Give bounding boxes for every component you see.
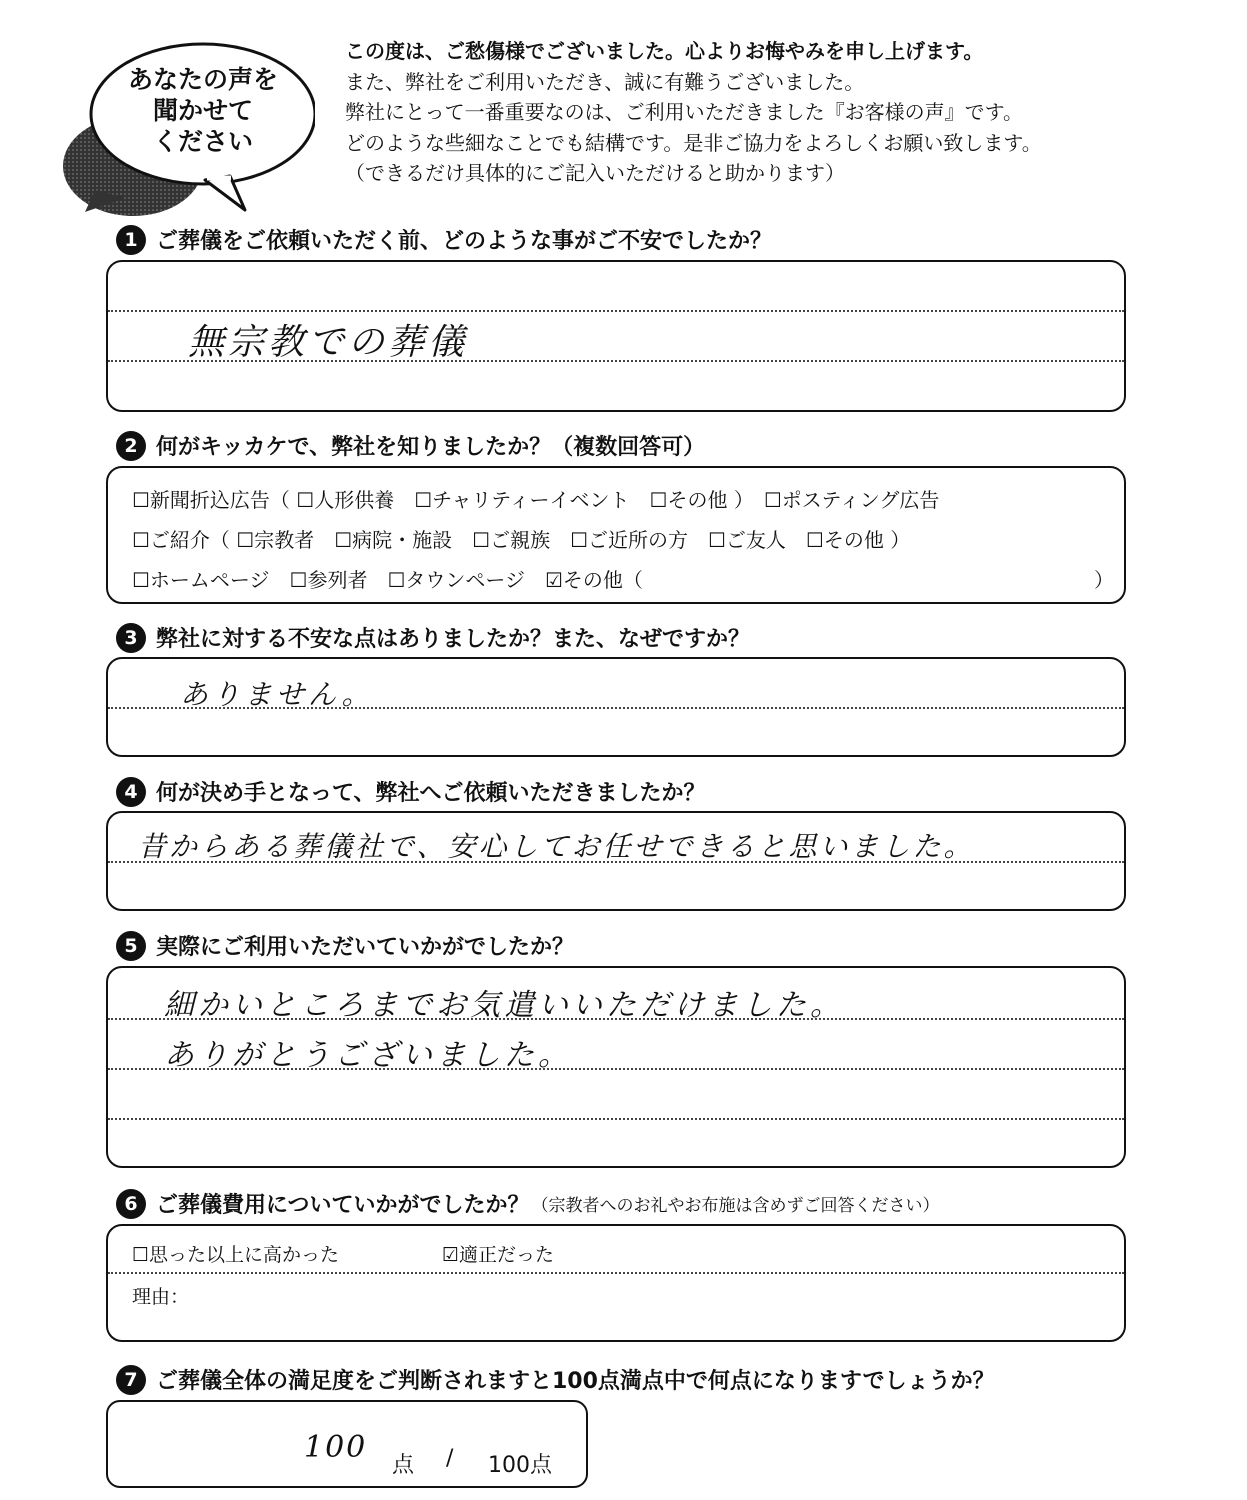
intro-line: （できるだけ具体的にご記入いただけると助かります） (345, 161, 845, 185)
question-5 (116, 930, 574, 961)
question-6 (116, 1188, 940, 1219)
score-max: 100点 (488, 1453, 552, 1478)
answer-box-3[interactable] (106, 657, 1126, 757)
dotted-line (108, 1272, 1124, 1274)
answer-box-1[interactable] (106, 260, 1126, 412)
score-unit: 点 (392, 1453, 415, 1478)
question-number: 3 (116, 623, 146, 653)
handwritten-answer: 昔からある葬儀社で、安心してお任せできると思いました。 (138, 830, 975, 863)
intro-line: また、弊社をご利用いただき、誠に有難うございました。 (345, 69, 865, 94)
handwritten-answer: 無宗教での葬儀 (188, 322, 469, 363)
intro-message (345, 36, 1225, 189)
speech-bubble (55, 40, 315, 220)
question-number: 1 (116, 225, 146, 255)
options-row-2[interactable]: ☐ご紹介（ ☐宗教者 ☐病院・施設 ☐ご親族 ☐ご近所の方 ☐ご友人 ☐その他 ） (132, 528, 911, 552)
score-box[interactable] (106, 1400, 588, 1488)
question-number: 6 (116, 1189, 146, 1219)
handwritten-answer-line-1: 細かいところまでお気遣いいただけました。 (164, 988, 844, 1023)
dotted-line (108, 1118, 1124, 1120)
handwritten-answer-line-2: ありがとうございました。 (164, 1038, 572, 1073)
answer-box-4[interactable] (106, 811, 1126, 911)
question-number: 2 (116, 431, 146, 461)
question-text: ご葬儀全体の満足度をご判断されますと100点満点中で何点になりますでしょうか？ (156, 1369, 995, 1394)
bubble-text: あなたの声を 聞かせて ください (127, 65, 278, 156)
answer-box-2 (106, 466, 1126, 604)
dotted-line (108, 310, 1124, 312)
question-text: 実際にご利用いただいていかがでしたか？ (156, 935, 575, 960)
question-4 (116, 776, 706, 807)
handwritten-answer: ありません。 (180, 678, 374, 711)
question-number: 4 (116, 777, 146, 807)
answer-box-5[interactable] (106, 966, 1126, 1168)
question-note: （宗教者へのお礼やお布施は含めずご回答ください） (531, 1196, 940, 1216)
options-row-3[interactable]: ☐ホームページ ☐参列者 ☐タウンページ ☑その他（ (132, 568, 643, 592)
question-2 (116, 430, 705, 461)
question-text: ご葬儀費用についていかがでしたか？ (156, 1193, 530, 1218)
option-too-expensive[interactable]: ☐思った以上に高かった (132, 1244, 340, 1266)
option-appropriate[interactable]: ☑適正だった (442, 1244, 555, 1266)
question-7 (116, 1364, 995, 1395)
intro-line: 弊社にとって一番重要なのは、ご利用いただきました『お客様の声』です。 (345, 100, 1023, 124)
question-text: 何が決め手となって、弊社へご依頼いただきましたか？ (156, 781, 706, 806)
options-row-3-close: ） (1094, 568, 1114, 592)
answer-box-6 (106, 1224, 1126, 1342)
score-slash: / (446, 1446, 454, 1471)
question-1 (116, 224, 772, 255)
intro-line: どのような些細なことでも結構です。是非ご協力をよろしくお願い致します。 (345, 130, 1042, 155)
question-3 (116, 622, 750, 653)
options-row-1[interactable]: ☐新聞折込広告（ ☐人形供養 ☐チャリティーイベント ☐その他 ） ☐ポスティング広告 (132, 488, 940, 512)
intro-line: この度は、ご愁傷様でございました。心よりお悔やみを申し上げます。 (345, 39, 984, 63)
question-number: 5 (116, 931, 146, 961)
question-number: 7 (116, 1365, 146, 1395)
question-text: 弊社に対する不安な点はありましたか？また、なぜですか？ (156, 627, 751, 652)
question-text: ご葬儀をご依頼いただく前、どのような事がご不安でしたか？ (156, 229, 773, 254)
question-text: 何がキッカケで、弊社を知りましたか？（複数回答可） (156, 435, 706, 460)
reason-label: 理由： (132, 1286, 190, 1308)
handwritten-score: 100 (304, 1430, 368, 1465)
